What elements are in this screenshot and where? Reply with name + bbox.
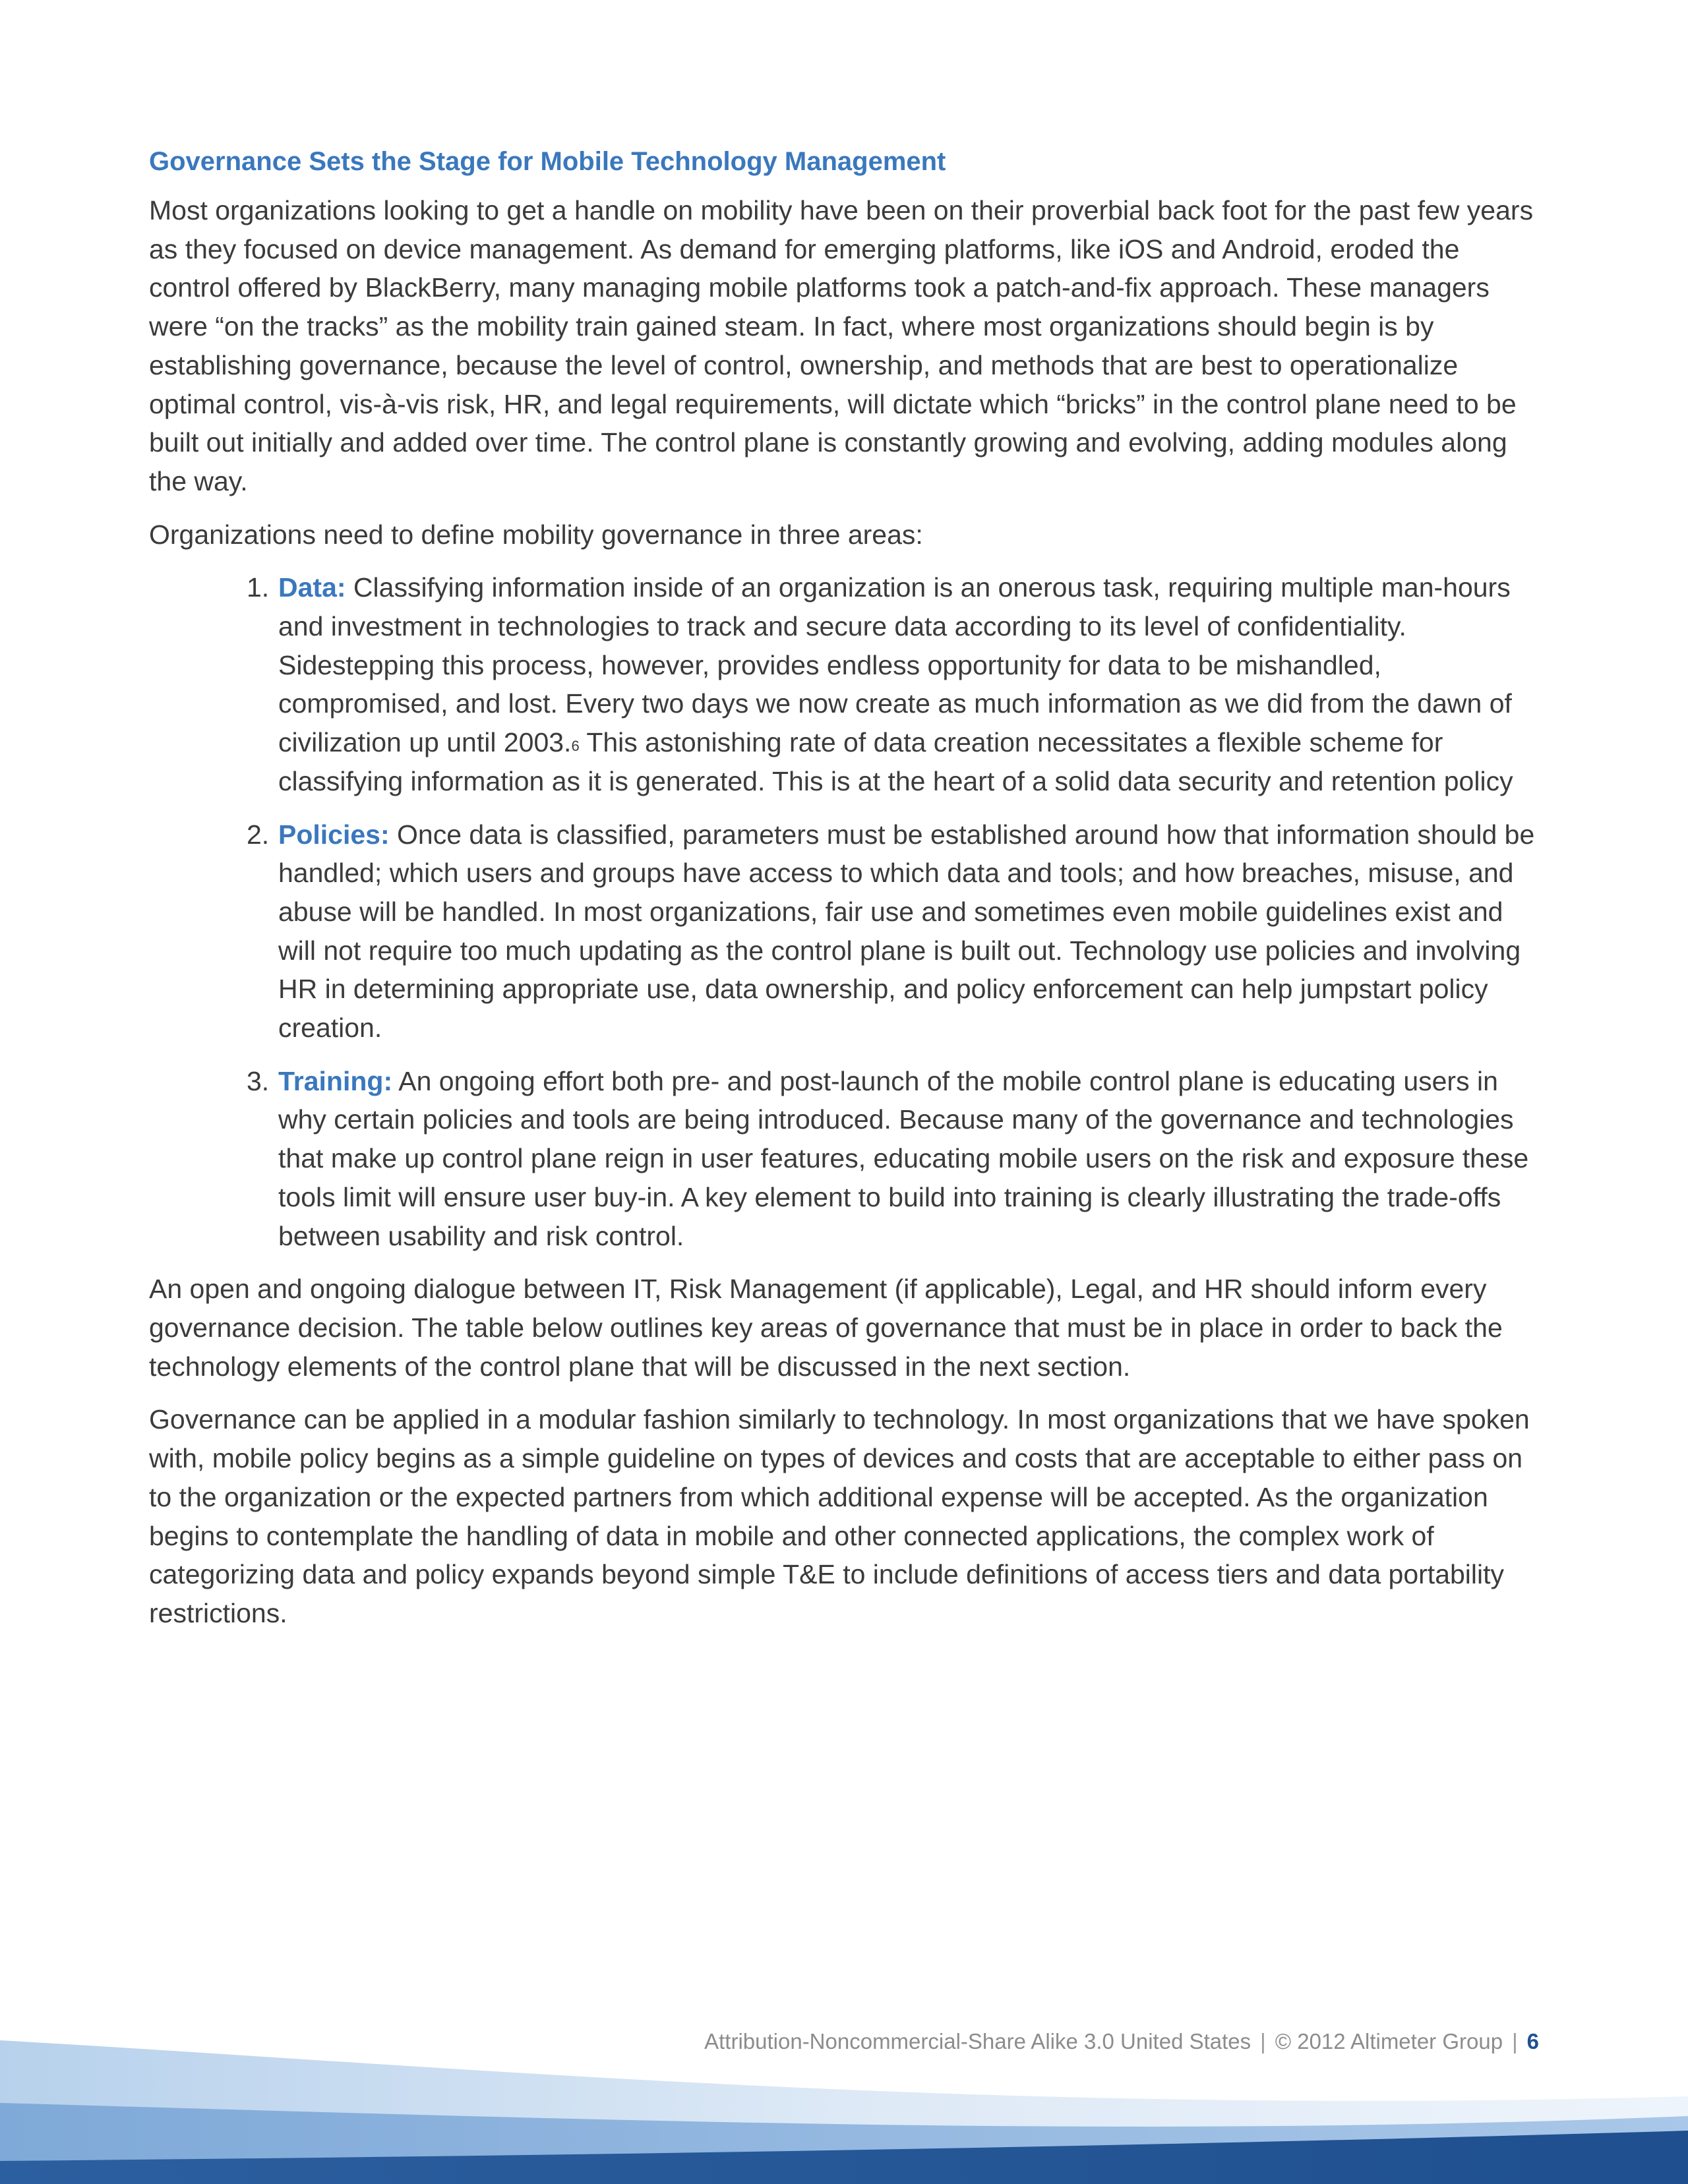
list-item-data xyxy=(247,568,1547,800)
list-item-label: Training: xyxy=(278,1065,393,1096)
list-item-text-continued: This astonishing rate of data creation necessitates a flexible scheme for classifying information as it is generated. This is at the heart of a solid data security and retention policy xyxy=(278,727,1513,796)
footer-separator: | xyxy=(1260,2029,1266,2053)
list-item-label: Policies: xyxy=(278,819,390,850)
list-item-number: 3. xyxy=(247,1065,270,1096)
list-item-text: An ongoing effort both pre- and post-launch of the mobile control plane is educating users in why certain policies and tools are being introduced. Because many of the governance and technologies that make up control plane reign in user features, educating mobile users on the risk and exposure these tools limit will ensure user buy-in. A key element to build into training is clearly illustrating the trade-offs between usability and risk control. xyxy=(278,1065,1529,1251)
page-footer xyxy=(704,2026,1539,2057)
list-item-number: 2. xyxy=(247,819,270,850)
list-item-number: 1. xyxy=(247,572,270,603)
list-item-training xyxy=(247,1062,1547,1256)
list-item-text: Once data is classified, parameters must be established around how that information should be handled; which users and groups have access to which data and tools; and how breaches, misuse, and abuse will be handled. In most organizations, fair use and sometimes even mobile guidelines exist and will not require too much updating as the control plane is built out. Technology use policies and involving HR in determining appropriate use, data ownership, and policy enforcement can help jumpstart policy creation. xyxy=(278,819,1535,1044)
areas-intro-paragraph: Organizations need to define mobility governance in three areas: xyxy=(149,519,923,550)
governance-areas-list xyxy=(149,568,1547,1255)
section-heading: Governance Sets the Stage for Mobile Technology Management xyxy=(149,147,946,176)
footer-separator: | xyxy=(1512,2029,1518,2053)
license-text: Attribution-Noncommercial-Share Alike 3.0 United States xyxy=(704,2029,1251,2053)
list-item-label: Data: xyxy=(278,572,346,603)
list-item-policies xyxy=(247,815,1547,1048)
footnote-marker: 6 xyxy=(571,738,580,755)
list-item-text: Classifying information inside of an organization is an onerous task, requiring multiple man-hours and investment in technologies to track and secure data according to its level of confidentiality. Sidestepping this process, however, provides endless opportunity for data to be mishandled, compromised, and lost. Every two days we now create as much information as we did from the dawn of civilization up until 2003. xyxy=(278,572,1512,758)
page-number: 6 xyxy=(1526,2029,1539,2053)
intro-paragraph: Most organizations looking to get a handle on mobility have been on their proverbial back foot for the past few years as they focused on device management. As demand for emerging platforms, like iOS and Android, eroded the control offered by BlackBerry, many managing mobile platforms took a patch-and-fix approach. These managers were “on the tracks” as the mobility train gained steam. In fact, where most organizations should begin is by establishing governance, because the level of control, ownership, and methods that are best to operationalize optimal control, vis-à-vis risk, HR, and legal requirements, will dictate which “bricks” in the control plane need to be built out initially and added over time. The control plane is constantly growing and evolving, adding modules along the way. xyxy=(149,195,1534,496)
copyright-text: © 2012 Altimeter Group xyxy=(1275,2029,1503,2053)
dialogue-paragraph: An open and ongoing dialogue between IT, Risk Management (if applicable), Legal, and HR should inform every governance decision. The table below outlines key areas of governance that must be in place in order to back the technology elements of the control plane that will be discussed in the next section. xyxy=(149,1274,1503,1382)
document-body xyxy=(149,141,1547,1647)
modular-paragraph: Governance can be applied in a modular fashion similarly to technology. In most organizations that we have spoken with, mobile policy begins as a simple guideline on types of devices and costs that are acceptable to either pass on to the organization or the expected partners from which additional expense will be accepted. As the organization begins to contemplate the handling of data in mobile and other connected applications, the complex work of categorizing data and policy expands beyond simple T&E to include definitions of access tiers and data portability restrictions. xyxy=(149,1404,1530,1628)
